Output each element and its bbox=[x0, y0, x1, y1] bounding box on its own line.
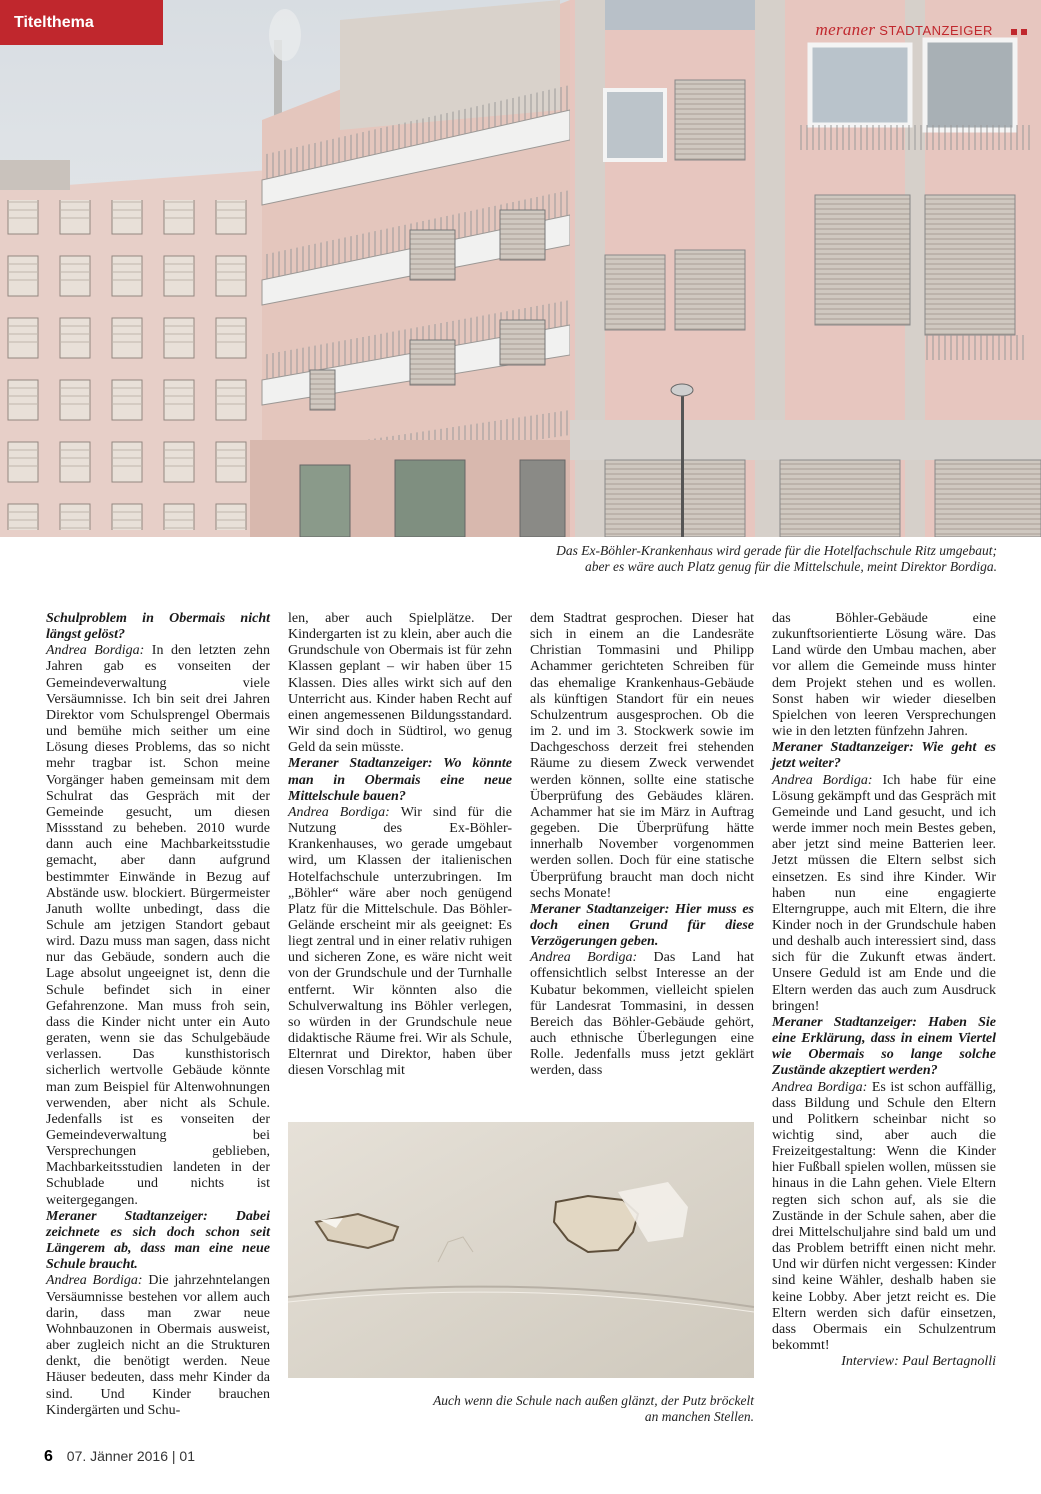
question: Meraner Stadtanzeiger: Wie geht es jetzt weiter? bbox=[772, 740, 996, 772]
answer-text: dem Stadtrat gesprochen. Dieser hat sich in einem an die Landesräte Christian Tommasini und Philipp Achammer gerichteten Schreiben für das ehemalige Krankenhaus-Gebäude als künftigen Standort für ein neues Schulzentrum ausgesprochen. Ob die im 2. und im 3. Stockwerk sowie im Dachgeschoss derzeit frei stehenden Räume zu diesem Zweck verwendet werden können, sollte eine statische Überprüfung des Gebäudes klären. Achammer hat sie im März in Auftrag gegeben. Die Überprüfung hätte innerhalb November vorgenommen werden sollen. Doch für eine statische Überprüfung braucht man doch nicht sechs Monate! bbox=[530, 611, 754, 901]
plaster-photo-illustration bbox=[288, 1122, 754, 1378]
photo-caption-mid bbox=[288, 1393, 754, 1425]
article-column-1 bbox=[46, 611, 270, 1419]
speaker-label: Andrea Bordiga: bbox=[772, 772, 873, 788]
article-column-2 bbox=[288, 611, 512, 1080]
answer-text: das Böhler-Gebäude eine zukunftsorientierte Lösung wäre. Das Land würde den Umbau machen, aber vor allem die Gemeinde muss hinter dem Projekt stehen und es wollen. Sonst haben wir wieder dieselben Spielchen von leeren Versprechungen wie in den letzten fünfzehn Jahren. bbox=[772, 611, 996, 740]
answer-text: In den letzten zehn Jahren gab es vonseiten der Gemeindeverwaltung viele Versäumnisse. Ich bin seit drei Jahren Direktor vom Schulsprengel Obermais und bemühe mich seither um eine Lösung dieses Problems, das so nicht mehr tragbar ist. Schon meine Vorgänger haben gemeinsam mit dem Schulrat das Gespräch mit der Gemeinde gesucht, um diesen Missstand zu beheben. 2010 wurde dann auch eine Machbarkeitsstudie gemacht, aber dann aufgrund bestimmter Einwände in Bezug auf Abstände usw. blockiert. Bürgermeister Januth wollte unbedingt, dass die Schule am jetzigen Standort gebaut wird. Dazu muss man sagen, dass nicht nur das Gebäude, sondern auch die Lage absolut ungeeignet ist, denn die Schule befindet sich in einer Gefahrenzone. Man muss froh sein, dass die Kinder nicht unter ein Auto geraten, wenn sie das Schulgebäude verlassen. Das kunsthistorisch sicherlich wertvolle Gebäude könnte man zum Beispiel für Altenwohnungen verwenden, aber nicht als Schule. Jedenfalls ist es vonseiten der Gemeindeverwaltung bei Versprechungen geblieben, Machbarkeitsstudien landeten in der Schublade und nichts ist weitergegangen. bbox=[46, 643, 270, 1208]
question: Meraner Stadtanzeiger: Wo könnte man in Obermais eine neue Mittelschule bauen? bbox=[288, 756, 512, 804]
article-column-4 bbox=[772, 611, 996, 1370]
photo-caption-top bbox=[437, 543, 997, 575]
building-photo bbox=[0, 0, 1041, 537]
answer-text: len, aber auch Spielplätze. Der Kindergarten ist zu klein, aber auch die Grundschule von Obermais ist für zehn Klassen geplant – wir haben über 15 Klassen. Dies alles wirkt sich auf den Unterricht aus. Kinder haben Recht auf einen angemessenen Bildungsstandard. Wir sind doch in Südtirol, wo genug Geld da sein müsste. bbox=[288, 611, 512, 756]
caption-top-line1: Das Ex-Böhler-Krankenhaus wird gerade für die Hotelfachschule Ritz umgebaut; bbox=[556, 543, 997, 558]
answer-text: Wir sind für die Nutzung des Ex-Böhler-Krankenhauses, wo gerade umgebaut wird, um Klassen der italienischen Hotelfachschule unterzubringen. Im „Böhler“ wäre aber noch genügend Platz für die Mittelschule. Das Böhler-Gelände erscheint mir als geeignet: Es liegt zentral und in einer relativ ruhigen und sicheren Zone, es wäre nicht weit von der Grundschule und der Turnhalle entfernt. Wir könnten also die Schulverwaltung ins Böhler verlegen, so würden in der Grundschule neue didaktische Räume frei. Wir als Schule, Elternrat und Direktor, haben über diesen Vorschlag mit bbox=[288, 804, 512, 1079]
caption-top-line2: aber es wäre auch Platz genug für die Mittelschule, meint Direktor Bordiga. bbox=[584, 559, 997, 574]
caption-mid-line1: Auch wenn die Schule nach außen glänzt, der Putz bröckelt bbox=[433, 1393, 754, 1408]
answer-text: Ich habe für eine Lösung gekämpft und das Gespräch mit Gemeinde und Land gesucht, und ich werde immer noch mein Bestes geben, aber jetzt sind meine Batterien leer. Jetzt müssen die Eltern selbst sich einsetzen. Es sind ihre Kinder. Wir haben nun eine engagierte Elterngruppe, auch mit Eltern, die ihre Kinder noch in der Grundschule haben und deshalb auch interessiert sind, dass sich für die Zukunft etwas ändert. Unsere Geduld ist am Ende und die Eltern werden das auch zum Ausdruck bringen! bbox=[772, 772, 996, 1014]
question: Meraner Stadtanzeiger: Hier muss es doch einen Grund für diese Verzögerungen geben. bbox=[530, 901, 754, 950]
masthead-squares-icon bbox=[1007, 23, 1027, 40]
masthead-logo bbox=[816, 20, 1027, 40]
speaker-label: Andrea Bordiga: bbox=[530, 950, 638, 966]
caption-mid-line2: an manchen Stellen. bbox=[644, 1409, 754, 1424]
speaker-label: Andrea Bordiga: bbox=[46, 1273, 143, 1289]
speaker-label: Andrea Bordiga: bbox=[288, 804, 390, 820]
answer-text: Es ist schon auffällig, dass Bildung und Schule den Eltern und Politkern scheinbar nicht so wichtig sind, aber auch die Freizeitgestaltung: Wenn die Kinder hier Fußball spielen wollen, müssen sie hinaus in die Lahn gehen. Viele Eltern regten sich schon auf, als sie die Zustände in der Schule sahen, aber die drei Mittelschuljahre sind bald um und das Problem betrifft einen nicht mehr. Und wir dürfen nicht vergessen: Kinder sind keine Wähler, deshalb haben sie keine Lobby. Aber jetzt reicht es. Die Eltern werden sich dafür einsetzen, dass Obermais ein Schulzentrum bekommt! bbox=[772, 1079, 997, 1354]
plaster-photo bbox=[288, 1122, 754, 1378]
question: Schulproblem in Obermais nicht längst gelöst? bbox=[46, 611, 270, 643]
answer-text: Das Land hat offensichtlich selbst Interesse an der Kubatur bekommen, vielleicht spielen für Landesrat Tommasini, in dessen Bereich das Böhler-Gebäude gehört, auch ethnische Überlegungen eine Rolle. Jedenfalls muss jetzt geklärt werden, dass bbox=[530, 950, 754, 1079]
page-footer bbox=[44, 1448, 195, 1466]
building-photo-illustration bbox=[0, 0, 1041, 537]
issue-date: 07. Jänner 2016 | 01 bbox=[66, 1448, 195, 1464]
masthead-part1: meraner bbox=[815, 20, 876, 39]
speaker-label: Andrea Bordiga: bbox=[772, 1079, 868, 1095]
section-tag: Titelthema bbox=[0, 0, 163, 45]
speaker-label: Andrea Bordiga: bbox=[46, 643, 145, 659]
question: Meraner Stadtanzeiger: Dabei zeichnete es sich doch schon seit Längerem ab, dass man eine neue Schule braucht. bbox=[46, 1208, 270, 1273]
answer-text: Die jahrzehntelangen Versäumnisse bestehen vor allem auch darin, dass man zwar neue Wohnbauzonen in Obermais ausweist, aber zugleich nicht an die Strukturen denkt, die benötigt werden. Neue Häuser bedeuten, dass mehr Kinder da sind. Und Kinder brauchen Kindergärten und Schu- bbox=[46, 1273, 270, 1418]
article-column-3 bbox=[530, 611, 754, 1080]
interview-credit: Interview: Paul Bertagnolli bbox=[841, 1354, 996, 1370]
page-number: 6 bbox=[44, 1448, 53, 1465]
masthead-part2: STADTANZEIGER bbox=[879, 23, 993, 38]
question: Meraner Stadtanzeiger: Haben Sie eine Erklärung, dass in einem Viertel wie Obermais so lange solche Zustände akzeptiert werden? bbox=[772, 1014, 996, 1079]
